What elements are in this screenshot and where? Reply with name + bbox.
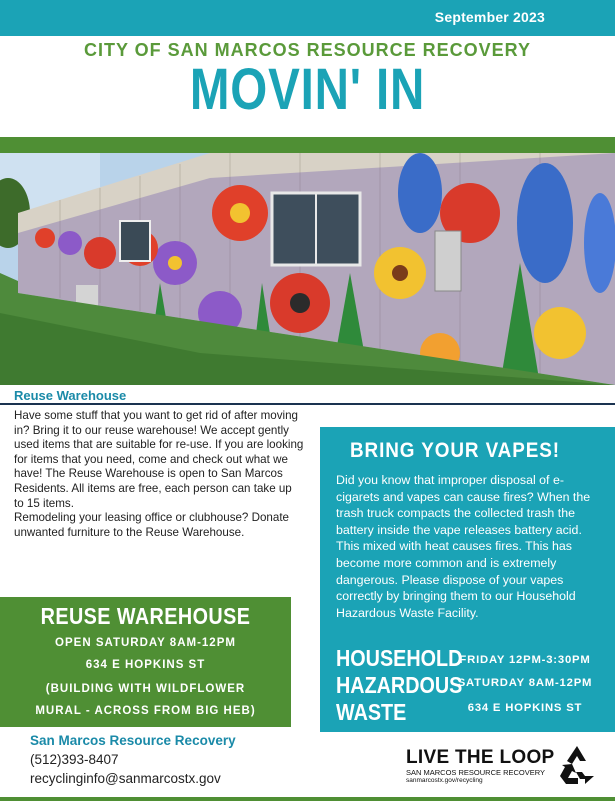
- reuse-description: [14, 409, 304, 540]
- wildflower-mural-photo: [0, 153, 615, 385]
- mural-illustration: [0, 153, 615, 385]
- reuse-paragraph-1: Have some stuff that you want to get rid of after moving in? Bring it to our reuse warehouse! We accept gently used items that are suitable for re-use. If you are looking for items that you need, come and check out what we have! The Reuse Warehouse is open to San Marcos Residents. All items are free, each person can take up to 15 items.: [14, 409, 304, 510]
- hhw-title-line-3: WASTE: [336, 699, 407, 725]
- reuse-box-note-line-1: (BUILDING WITH WILDFLOWER: [45, 683, 246, 695]
- page-title: MOVIN' IN: [189, 57, 426, 122]
- recycle-icon: [556, 744, 598, 786]
- hhw-address: 634 E HOPKINS ST: [467, 702, 583, 714]
- reuse-box-hours: OPEN SATURDAY 8AM-12PM: [55, 637, 236, 649]
- bottom-green-band: [0, 797, 615, 801]
- reuse-warehouse-heading: Reuse Warehouse: [14, 388, 127, 403]
- vapes-description: Did you know that improper disposal of e-cigarets and vapes can cause fires? When the trash truck compacts the collected trash the battery inside the vape releases battery acid. This mixed with heat causes fires. This has become more common and is extremely dangerous. Please dispose of your vapes correctly by bringing them to our Household Hazardous Waste Facility.: [336, 473, 591, 620]
- organization-name: CITY OF SAN MARCOS RESOURCE RECOVERY: [83, 40, 532, 60]
- contact-phone[interactable]: (512)393-8407: [30, 752, 119, 767]
- bring-your-vapes-box: [320, 427, 615, 732]
- section-divider: [0, 403, 615, 405]
- live-the-loop-logo-text: LIVE THE LOOP: [406, 747, 555, 768]
- reuse-paragraph-2: Remodeling your leasing office or clubhouse? Donate unwanted furniture to the Reuse Warehouse.: [14, 511, 289, 539]
- contact-email[interactable]: recyclinginfo@sanmarcostx.gov: [30, 771, 221, 786]
- reuse-box-address: 634 E HOPKINS ST: [85, 659, 206, 671]
- hhw-title: [336, 645, 462, 726]
- hhw-title-line-1: HOUSEHOLD: [336, 645, 463, 671]
- hhw-title-line-2: HAZARDOUS: [336, 672, 463, 698]
- green-divider-band: [0, 137, 615, 153]
- reuse-box-note-line-2: MURAL - ACROSS FROM BIG HEB): [35, 705, 256, 717]
- reuse-box-title: REUSE WAREHOUSE: [40, 603, 251, 629]
- hhw-hours-saturday: SATURDAY 8AM-12PM: [457, 677, 593, 689]
- contact-organization: San Marcos Resource Recovery: [30, 733, 236, 748]
- recycling-url[interactable]: sanmarcostx.gov/recycling: [406, 777, 483, 784]
- reuse-warehouse-info-box: [0, 597, 291, 727]
- issue-date: September 2023: [434, 9, 545, 25]
- vapes-title: BRING YOUR VAPES!: [350, 439, 560, 462]
- hhw-hours-friday: FRIDAY 12PM-3:30PM: [459, 654, 591, 666]
- live-the-loop-subtitle: SAN MARCOS RESOURCE RECOVERY: [406, 768, 546, 777]
